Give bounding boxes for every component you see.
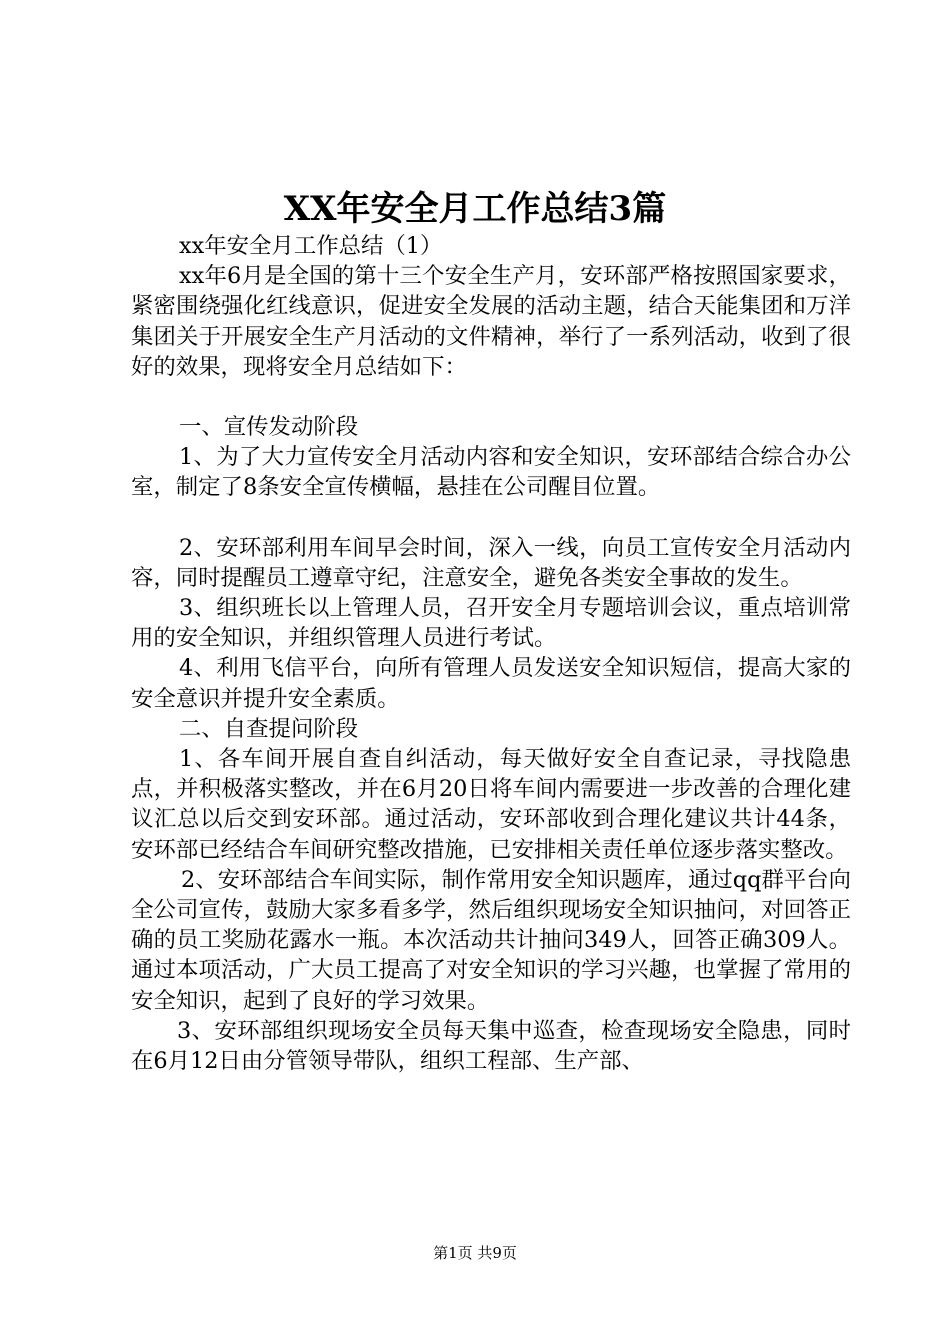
paragraph-subtitle: xx年安全月工作总结（1） [179, 233, 443, 259]
paragraph-self-check-3: 3、安环部组织现场安全员每天集中巡查，检查现场安全隐患，同时在6月12日由分管领导带队，组织工程部、生产部、 [131, 1017, 851, 1075]
page-footer: 第1页 共9页 [433, 1244, 517, 1262]
section-heading-publicity: 一、宣传发动阶段 [179, 414, 359, 441]
document-body [131, 231, 851, 1076]
paragraph-publicity-1: 1、为了大力宣传安全月活动内容和安全知识，安环部结合综合办公室，制定了8条安全宣传横幅，悬挂在公司醒目位置。 [131, 444, 851, 501]
paragraph-self-check-1: 1、各车间开展自查自纠活动，每天做好安全自查记录，寻找隐患点，并积极落实整改，并在6月20日将车间内需要进一步改善的合理化建议汇总以后交到安环部。通过活动，安环部收到合理化建议共计44条，安环部已经结合车间研究整改措施，已安排相关责任单位逐步落实整改。 [131, 746, 851, 863]
paragraph-publicity-3: 3、组织班长以上管理人员，召开安全月专题培训会议，重点培训常用的安全知识，并组织管理人员进行考试。 [131, 595, 851, 652]
section-heading-self-check: 二、自查提问阶段 [179, 715, 359, 742]
document-title: XX年安全月工作总结3篇 [283, 189, 667, 229]
paragraph-intro: xx年6月是全国的第十三个安全生产月，安环部严格按照国家要求，紧密围绕强化红线意识，促进安全发展的活动主题，结合天能集团和万洋集团关于开展安全生产月活动的文件精神，举行了一系列活动，收到了很好的效果，现将安全月总结如下： [131, 263, 851, 380]
paragraph-publicity-4: 4、利用飞信平台，向所有管理人员发送安全知识短信，提高大家的安全意识并提升安全素质。 [131, 655, 851, 712]
paragraph-publicity-2: 2、安环部利用车间早会时间，深入一线，向员工宣传安全月活动内容，同时提醒员工遵章守纪，注意安全，避免各类安全事故的发生。 [131, 534, 851, 591]
paragraph-self-check-2: 2、安环部结合车间实际，制作常用安全知识题库，通过qq群平台向全公司宣传，鼓励大家多看多学，然后组织现场安全知识抽问，对回答正确的员工奖励花露水一瓶。本次活动共计抽问349人，回答正确309人。通过本项活动，广大员工提高了对安全知识的学习兴趣，也掌握了常用的安全知识，起到了良好的学习效果。 [131, 866, 851, 1014]
